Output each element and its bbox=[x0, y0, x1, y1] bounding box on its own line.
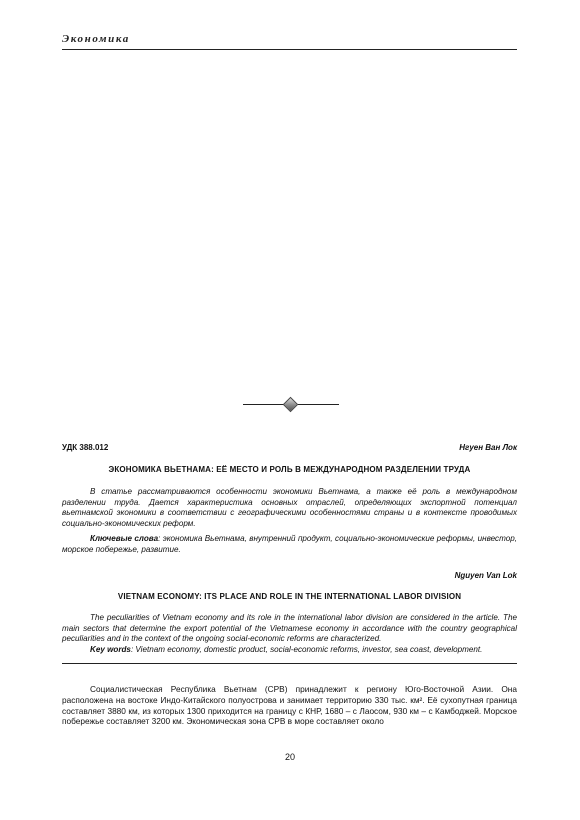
keywords-label-ru: Ключевые слова bbox=[90, 534, 159, 543]
abstract-ru: В статье рассматриваются особенности экономики Вьетнама, а также её роль в международном разделении труда. Дается характеристика основных отраслей, определяющих экспортной потенциал вьетнамской экономики в соответствии с географическими особенностями страны и в контексте проводимых социально-экономических реформ. bbox=[62, 487, 517, 528]
divider-line-left bbox=[243, 404, 284, 405]
keywords-label-en: Key words bbox=[90, 645, 131, 654]
author-en: Nguyen Van Lok bbox=[454, 571, 517, 580]
section-divider-ornament bbox=[243, 398, 339, 412]
keywords-text-en: : Vietnam economy, domestic product, social-economic reforms, investor, sea coast, development. bbox=[130, 645, 483, 654]
keywords-en bbox=[62, 645, 517, 656]
body-separator-rule bbox=[62, 663, 517, 664]
udk-row bbox=[62, 443, 517, 452]
keywords-ru bbox=[62, 534, 517, 555]
header-rule bbox=[62, 49, 517, 50]
article-title-en: VIETNAM ECONOMY: ITS PLACE AND ROLE IN THE INTERNATIONAL LABOR DIVISION bbox=[117, 592, 462, 601]
author-ru: Нгуен Ван Лок bbox=[459, 443, 517, 452]
page-number: 20 bbox=[284, 752, 295, 762]
running-head-title: Экономика bbox=[62, 33, 130, 45]
udk-code: УДК 388.012 bbox=[62, 443, 109, 452]
abstract-en: The peculiarities of Vietnam economy and its role in the international labor division are considered in the article. The main sectors that determine the export potential of the Vietnamese economy in accordance with the country geographical peculiarities and in the context of the ongoing social-economic reforms are characterized. bbox=[62, 613, 517, 644]
diamond-icon bbox=[283, 397, 299, 413]
body-paragraph: Социалистическая Республика Вьетнам (СРВ) принадлежит к региону Юго-Восточной Азии. Она расположена на востоке Индо-Китайского полуострова и занимает территорию 330 тыс. км². Её сухопутная граница составляет 3880 км, из которых 1300 приходится на границу с КНР, 1680 – с Лаосом, 930 км – с Камбоджей. Морское побережье составляет 3200 км. Экономическая зона СРВ в море составляет около bbox=[62, 684, 517, 727]
divider-line-right bbox=[298, 404, 339, 405]
keywords-text-ru: : экономика Вьетнама, внутренний продукт, социально-экономические реформы, инвестор, морское побережье, развитие. bbox=[62, 534, 517, 554]
article-title-ru: ЭКОНОМИКА ВЬЕТНАМА: ЕЁ МЕСТО И РОЛЬ В МЕЖДУНАРОДНОМ РАЗДЕЛЕНИИ ТРУДА bbox=[108, 465, 471, 474]
